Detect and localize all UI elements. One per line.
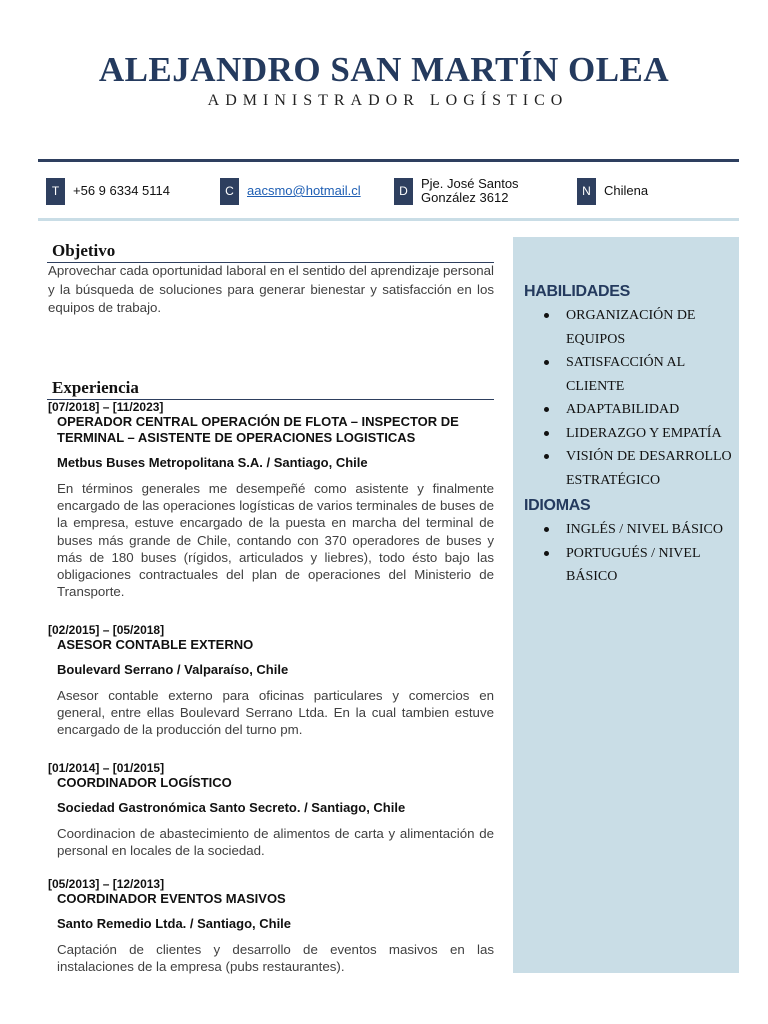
job-entry xyxy=(48,761,494,859)
skills-list xyxy=(513,304,746,492)
objective-text: Aprovechar cada oportunidad laboral en el sentido del aprendizaje personal y la búsqueda de soluciones para generar bienestar y satisfacción en los equipos de trabajo. xyxy=(48,263,494,315)
contact-address xyxy=(394,176,519,206)
job-company: Metbus Buses Metropolitana S.A. / Santiago, Chile xyxy=(57,455,368,470)
sidebar xyxy=(513,237,739,973)
skill-item: ADAPTABILIDAD xyxy=(513,398,746,422)
job-title: COORDINADOR LOGÍSTICO xyxy=(57,775,232,790)
objective-heading: Objetivo xyxy=(52,241,116,260)
candidate-name: ALEJANDRO SAN MARTÍN OLEA xyxy=(98,50,670,89)
contact-email[interactable] xyxy=(220,176,361,206)
address-line-2: González 3612 xyxy=(421,190,509,205)
address-badge: D xyxy=(394,178,413,205)
email-badge: C xyxy=(220,178,239,205)
address-line-1: Pje. José Santos xyxy=(421,176,519,191)
phone-text: +56 9 6334 5114 xyxy=(73,183,170,198)
languages-list xyxy=(513,518,746,589)
job-title: OPERADOR CENTRAL OPERACIÓN DE FLOTA – INSPECTOR DE TERMINAL – ASISTENTE DE OPERACIONES LOGISTICAS xyxy=(57,414,459,445)
address-text xyxy=(421,177,519,205)
job-entry xyxy=(48,877,494,975)
skill-item: VISIÓN DE DESARROLLO ESTRATÉGICO xyxy=(513,445,746,492)
job-description: En términos generales me desempeñé como asistente y finalmente encargado de las operaciones logísticas de varios terminales de buses de la empresa, estuve encargado de la puesta en marcha del terminal de buses más grande de Chile, contando con 370 operadores de buses y más de 180 buses (rígidos, articulados y liebres), todo ésto bajo las obligaciones contractuales del plan de operaciones del Ministerio de Transporte. xyxy=(57,481,494,600)
nationality-badge: N xyxy=(577,178,596,205)
skill-item: ORGANIZACIÓN DE EQUIPOS xyxy=(513,304,746,351)
skills-heading: HABILIDADES xyxy=(524,283,631,300)
job-company: Boulevard Serrano / Valparaíso, Chile xyxy=(57,662,289,677)
job-title: ASESOR CONTABLE EXTERNO xyxy=(57,637,254,652)
job-date: [02/2015] – [05/2018] xyxy=(48,623,165,637)
language-item: INGLÉS / NIVEL BÁSICO xyxy=(513,518,746,542)
job-company: Sociedad Gastronómica Santo Secreto. / Santiago, Chile xyxy=(57,800,406,815)
job-title: COORDINADOR EVENTOS MASIVOS xyxy=(57,891,286,906)
job-date: [01/2014] – [01/2015] xyxy=(48,761,165,775)
header-divider xyxy=(38,159,739,162)
job-description: Captación de clientes y desarrollo de eventos masivos en las instalaciones de la empresa (pubs restaurantes). xyxy=(57,942,494,975)
language-item: PORTUGUÉS / NIVEL BÁSICO xyxy=(513,542,746,589)
job-date: [07/2018] – [11/2023] xyxy=(48,400,164,414)
contact-nationality xyxy=(577,176,648,206)
job-description: Asesor contable externo para oficinas particulares y comercios en general, entre ellas Boulevard Serrano Ltda. En la cual tambien estuve encargado de la producción del turno pm. xyxy=(57,688,494,738)
job-entry xyxy=(48,400,494,600)
job-description: Coordinacion de abastecimiento de alimentos de carta y alimentación de personal en locales de la sociedad. xyxy=(57,826,494,859)
job-company: Santo Remedio Ltda. / Santiago, Chile xyxy=(57,916,292,931)
job-entry xyxy=(48,623,494,739)
contact-divider xyxy=(38,218,739,221)
candidate-role: ADMINISTRADOR LOGÍSTICO xyxy=(207,92,569,109)
languages-heading: IDIOMAS xyxy=(524,497,591,514)
phone-badge: T xyxy=(46,178,65,205)
nationality-text: Chilena xyxy=(604,183,649,198)
experience-heading: Experiencia xyxy=(52,378,139,397)
skill-item: SATISFACCIÓN AL CLIENTE xyxy=(513,351,746,398)
email-link[interactable]: aacsmo@hotmail.cl xyxy=(247,183,361,198)
skill-item: LIDERAZGO Y EMPATÍA xyxy=(513,422,746,446)
contact-phone xyxy=(46,176,170,206)
job-date: [05/2013] – [12/2013] xyxy=(48,877,165,891)
